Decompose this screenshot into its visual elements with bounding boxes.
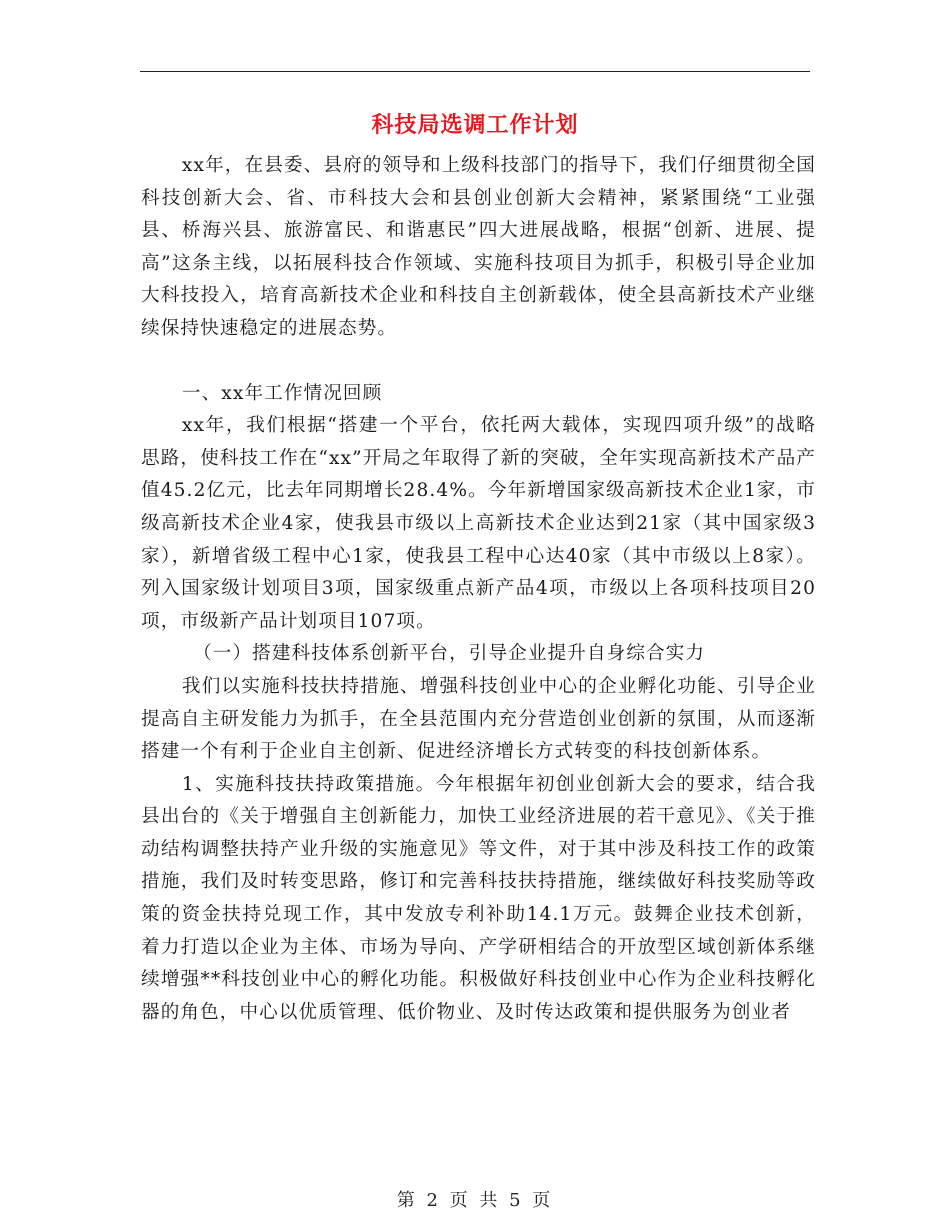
subsection-paragraph: 我们以实施科技扶持措施、增强科技创业中心的企业孵化功能、引导企业提高自主研发能力为抓手，在全县范围内充分营造创业创新的氛围，从而逐渐搭建一个有利于企业自主创新、促进经济增长方式转变的科技创新体系。 xyxy=(141,675,816,763)
section-heading: 一、xx年工作情况回顾 xyxy=(181,382,383,404)
intro-paragraph: xx年，在县委、县府的领导和上级科技部门的指导下，我们仔细贯彻全国科技创新大会、省、市科技大会和县创业创新大会精神，紧紧围绕“工业强县、桥海兴县、旅游富民、和谐惠民”四大进展战略，根据“创新、进展、提高”这条主线，以拓展科技合作领域、实施科技项目为抓手，积极引导企业加大科技投入，培育高新技术企业和科技自主创新载体，使全县高新技术产业继续保持快速稳定的进展态势。 xyxy=(141,155,816,339)
document-title: 科技局选调工作计划 xyxy=(371,112,579,138)
subsection-heading: （一）搭建科技体系创新平台，引导企业提升自身综合实力 xyxy=(193,643,706,665)
page-number: 第 2 页 共 5 页 xyxy=(396,1190,554,1211)
paragraph-gap xyxy=(141,346,816,378)
item-paragraph: 1、实施科技扶持政策措施。今年根据年初创业创新大会的要求，结合我县出台的《关于增强自主创新能力，加快工业经济进展的若干意见》、《关于推动结构调整扶持产业升级的实施意见》等文件，对于其中涉及科技工作的政策措施，我们及时转变思路，修订和完善科技扶持措施，继续做好科技奖励等政策的资金扶持兑现工作，其中发放专利补助14.1万元。鼓舞企业技术创新，着力打造以企业为主体、市场为导向、产学研相结合的开放型区域创新体系继续增强**科技创业中心的孵化功能。积极做好科技创业中心作为企业科技孵化器的角色，中心以优质管理、低价物业、及时传达政策和提供服务为创业者 xyxy=(141,773,816,1023)
section-paragraph: xx年，我们根据“搭建一个平台，依托两大载体，实现四项升级”的战略思路，使科技工作在“xx”开局之年取得了新的突破，全年实现高新技术产品产值45.2亿元，比去年同期增长28.4%。今年新增国家级高新技术企业1家，市级高新技术企业4家，使我县市级以上高新技术企业达到21家（其中国家级3家），新增省级工程中心1家，使我县工程中心达40家（其中市级以上8家）。列入国家级计划项目3项，国家级重点新产品4项，市级以上各项科技项目20项，市级新产品计划项目107项。 xyxy=(141,415,816,632)
document-body xyxy=(141,150,816,1029)
header-rule xyxy=(140,71,810,72)
